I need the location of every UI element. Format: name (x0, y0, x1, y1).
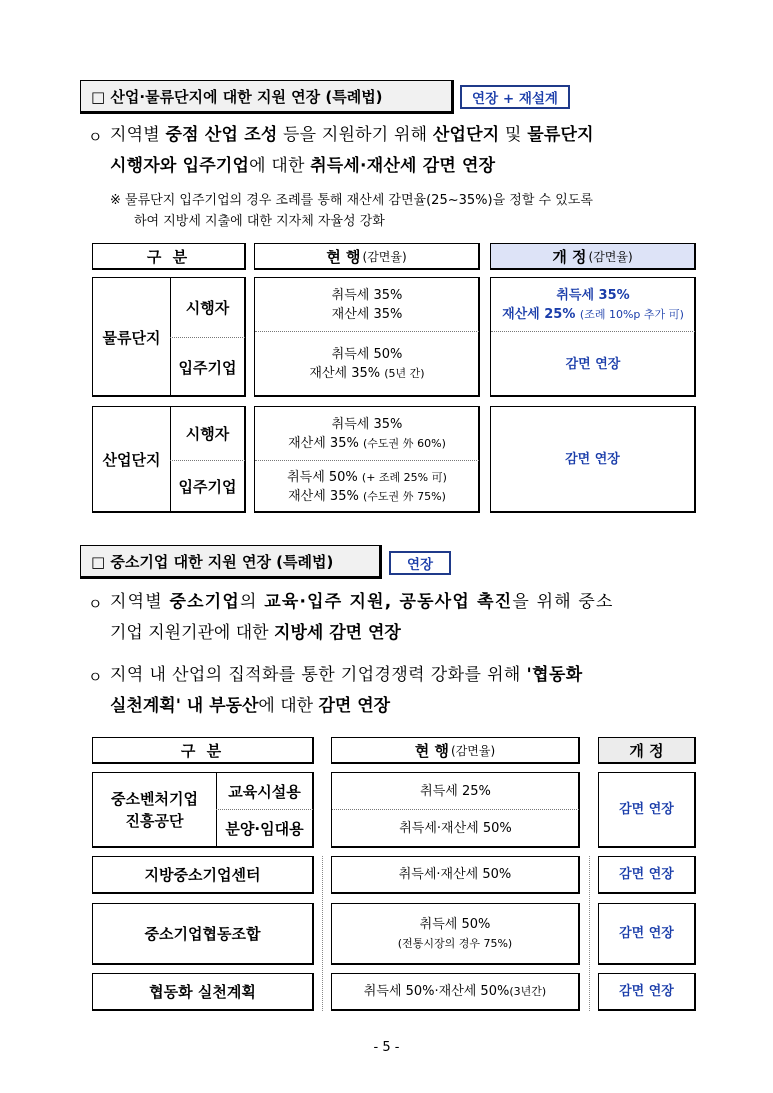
label-text: 협동화 실천계획 (149, 983, 256, 1001)
text-bold: 실천계획' 내 부동산 (110, 696, 259, 716)
value-text: 감면 연장 (565, 356, 621, 372)
note-line2: 하여 지방세 지출에 대한 지자체 자율성 강화 (134, 214, 385, 229)
label-text: 교육시설용 (228, 782, 301, 801)
value-text: 취득세 50%·재산세 50% (363, 984, 510, 999)
value-sub: (조례 10%p 추가 可) (579, 307, 684, 321)
text-span: 기업 지원기관에 대한 (110, 623, 275, 643)
header-text: 현 행 (326, 247, 361, 266)
value-sub: (수도권 外 60%) (362, 436, 446, 450)
text-bold: 교육·입주 지원, 공동사업 촉진 (264, 592, 513, 612)
section1-bullet-line1 (110, 120, 700, 151)
text-span: 지역별 (110, 125, 166, 145)
header-text: 개 정 (629, 741, 664, 760)
label-text: 분양·임대용 (225, 820, 304, 838)
section2-bullet1-line1 (110, 587, 700, 618)
value-text: 취득세 50% (331, 347, 403, 362)
t2-row4-revised (598, 973, 696, 1011)
section1-bullet (88, 120, 698, 184)
label-text: 시행자 (185, 299, 230, 317)
section1-tag (460, 85, 570, 109)
text-bold: '협동화 (526, 665, 583, 685)
text-bold: 감면 연장 (318, 696, 391, 716)
t1-logistics-current (254, 277, 480, 397)
t1-logistics-revised (490, 277, 696, 397)
text-span: 에 대한 (258, 696, 319, 716)
t1-header-current (254, 243, 480, 270)
text-span: 의 (239, 592, 265, 612)
t2-row1-revised (598, 772, 696, 848)
t1-header-category (92, 243, 246, 270)
value-text: 재산세 35% (309, 366, 381, 381)
label-text: 입주기업 (178, 358, 237, 377)
logistics-tenant-current (255, 332, 479, 396)
sbc-current-2 (332, 810, 579, 847)
logistics-label (93, 278, 170, 396)
text-span: 에 대한 (249, 156, 311, 176)
section2-title (80, 545, 382, 579)
t2-row2-category (92, 856, 314, 894)
section2-bullet1 (88, 587, 708, 651)
page-number (0, 1040, 773, 1055)
section2-bullet2 (88, 660, 708, 724)
text-span: 을 위해 중소 (512, 592, 614, 612)
section2-bullet2-line1 (110, 660, 700, 691)
label-text: 지방중소기업센터 (144, 866, 261, 884)
text-span: 지역 내 산업의 집적화를 통한 기업경쟁력 강화를 위해 (110, 665, 527, 685)
t2-header-category (92, 737, 314, 764)
section2-tag (389, 551, 451, 575)
sbc-name (93, 773, 216, 847)
t2-row3-category (92, 903, 314, 965)
text-span: 및 (499, 125, 528, 145)
value-sub: (수도권 外 75%) (362, 489, 446, 503)
text-bold: 취득세·재산세 감면 연장 (310, 156, 496, 176)
sbc-sub-lease (216, 810, 313, 847)
t2-row2-revised (598, 856, 696, 894)
t1-header-revised (490, 243, 696, 270)
section2-title-text: □ 중소기업 대한 지원 연장 (특례법) (91, 552, 334, 571)
value-text: 재산세 25% (502, 306, 576, 322)
section1-title (80, 80, 454, 114)
t2-header-revised (598, 737, 696, 764)
text-bold: 산업단지 (432, 125, 500, 145)
industrial-tenant-label (170, 461, 245, 512)
logistics-tenant-label (170, 338, 245, 396)
value-text: 취득세·재산세 50% (399, 821, 512, 836)
value-text: 취득세 35% (556, 287, 630, 303)
industrial-tenant-current (255, 461, 479, 512)
bullet-marker: ㅇ (88, 595, 103, 613)
t2-header-current (331, 737, 580, 764)
value-text: 재산세 35% (331, 306, 403, 322)
header-sub: (감면율) (588, 249, 633, 264)
bullet-marker: ㅇ (88, 128, 103, 146)
note-line1: ※ 물류단지 입주기업의 경우 조례를 통해 재산세 감면율(25~35%)을 정할 수 있도록 (110, 193, 593, 208)
value-sub: (+ 조례 25% 可) (361, 470, 447, 484)
label-text: 중소벤처기업 (111, 790, 198, 808)
value-text: 취득세 25% (420, 783, 491, 799)
logistics-operator-current (255, 278, 479, 331)
section2-tag-text: 연장 (406, 557, 434, 573)
industrial-label (93, 407, 170, 512)
text-bold: 지방세 감면 연장 (274, 623, 401, 643)
section2-bullet1-line2 (110, 618, 700, 649)
t1-logistics-category (92, 277, 246, 397)
label-text: 진흥공단 (125, 812, 184, 830)
value-sub: (3년간) (509, 985, 547, 998)
logistics-tenant-revised (491, 332, 695, 396)
text-span: 등을 지원하기 위해 (277, 125, 433, 145)
header-text: 구 분 (180, 741, 225, 760)
header-text: 구 분 (146, 247, 191, 266)
bullet-marker: ㅇ (88, 668, 103, 686)
value-sub: (전통시장의 경우 75%) (397, 936, 513, 950)
industrial-operator-label (170, 407, 245, 460)
t1-industrial-revised (490, 406, 696, 513)
value-text: 감면 연장 (619, 984, 674, 999)
logistics-operator-label (170, 278, 245, 337)
label-text: 시행자 (185, 425, 230, 443)
value-text: 취득세 50% (287, 469, 358, 485)
t1-industrial-category (92, 406, 246, 513)
section1-title-text: □ 산업·물류단지에 대한 지원 연장 (특례법) (91, 87, 383, 106)
value-text: 감면 연장 (619, 802, 674, 817)
industrial-operator-current (255, 407, 479, 460)
value-text: 감면 연장 (619, 926, 674, 941)
label-text: 입주기업 (178, 478, 237, 496)
t2-row1-current (331, 772, 580, 848)
value-text: 재산세 35% (288, 488, 359, 504)
header-text: 현 행 (414, 741, 450, 760)
value-text: 감면 연장 (565, 451, 620, 467)
text-bold: 물류단지 (527, 125, 594, 145)
value-text: 취득세 35% (331, 287, 403, 303)
divider (322, 856, 323, 1011)
page-number-text: - 5 - (373, 1040, 400, 1055)
sbc-current-1 (332, 773, 579, 809)
t2-row4-current (331, 973, 580, 1011)
value-text: 감면 연장 (619, 867, 674, 882)
text-bold: 중점 산업 조성 (165, 125, 278, 145)
value-text: 취득세 35% (331, 416, 403, 432)
section1-bullet-line2 (110, 151, 700, 182)
section2-bullet2-line2 (110, 691, 700, 722)
t2-row4-category (92, 973, 314, 1011)
logistics-operator-revised (491, 278, 695, 331)
divider (589, 856, 590, 1011)
label-text: 중소기업협동조합 (144, 925, 261, 943)
value-sub: (5년 간) (384, 367, 425, 380)
label-text: 물류단지 (102, 328, 161, 347)
value-text: 취득세·재산세 50% (398, 867, 512, 882)
header-text: 개 정 (552, 247, 587, 266)
label-text: 산업단지 (102, 451, 161, 469)
header-sub: (감면율) (451, 743, 496, 758)
value-text: 재산세 35% (288, 435, 359, 451)
header-sub: (감면율) (362, 249, 407, 264)
t1-industrial-current (254, 406, 480, 513)
t2-row1-category (92, 772, 314, 848)
t2-row3-revised (598, 903, 696, 965)
t2-row3-current (331, 903, 580, 965)
t2-row2-current (331, 856, 580, 894)
text-span: 지역별 (110, 592, 170, 612)
value-text: 취득세 50% (419, 916, 491, 932)
section1-note (110, 190, 710, 234)
section1-tag-text: 연장 + 재설계 (472, 91, 558, 107)
sbc-sub-education (216, 773, 313, 809)
text-bold: 중소기업 (169, 592, 240, 612)
text-bold: 시행자와 입주기업 (110, 156, 250, 176)
